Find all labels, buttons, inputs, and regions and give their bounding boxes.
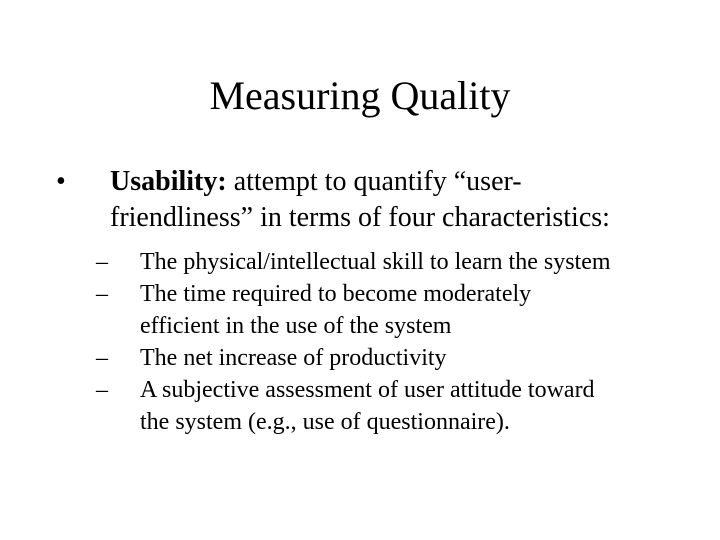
bullet-text-line-2: friendliness” in terms of four characteristics: — [110, 202, 610, 233]
bullet-marker: • — [56, 166, 66, 197]
dash-marker: – — [96, 377, 108, 403]
sub-bullet-item — [96, 246, 716, 278]
sub-bullet-line: efficient in the use of the system — [140, 313, 452, 339]
sub-bullet-item — [96, 278, 716, 342]
sub-bullet-line: The net increase of productivity — [140, 345, 447, 371]
sub-bullet-line: The physical/intellectual skill to learn the system — [140, 249, 611, 275]
dash-marker: – — [96, 345, 108, 371]
slide-title: Measuring Quality — [209, 73, 511, 118]
sub-bullet-line: The time required to become moderately — [140, 281, 532, 307]
bullet-term: Usability: — [110, 166, 227, 197]
bullet-text-line-1: attempt to quantify “user- — [226, 166, 522, 197]
bullet-usability — [110, 164, 710, 236]
dash-marker: – — [96, 249, 108, 275]
sub-bullet-item — [96, 374, 716, 438]
sub-bullet-item — [96, 342, 716, 374]
sub-bullet-list — [96, 246, 716, 438]
sub-bullet-line: the system (e.g., use of questionnaire). — [140, 409, 510, 435]
dash-marker: – — [96, 281, 108, 307]
sub-bullet-line: A subjective assessment of user attitude toward — [140, 377, 595, 403]
bullet-line-1 — [110, 164, 710, 200]
